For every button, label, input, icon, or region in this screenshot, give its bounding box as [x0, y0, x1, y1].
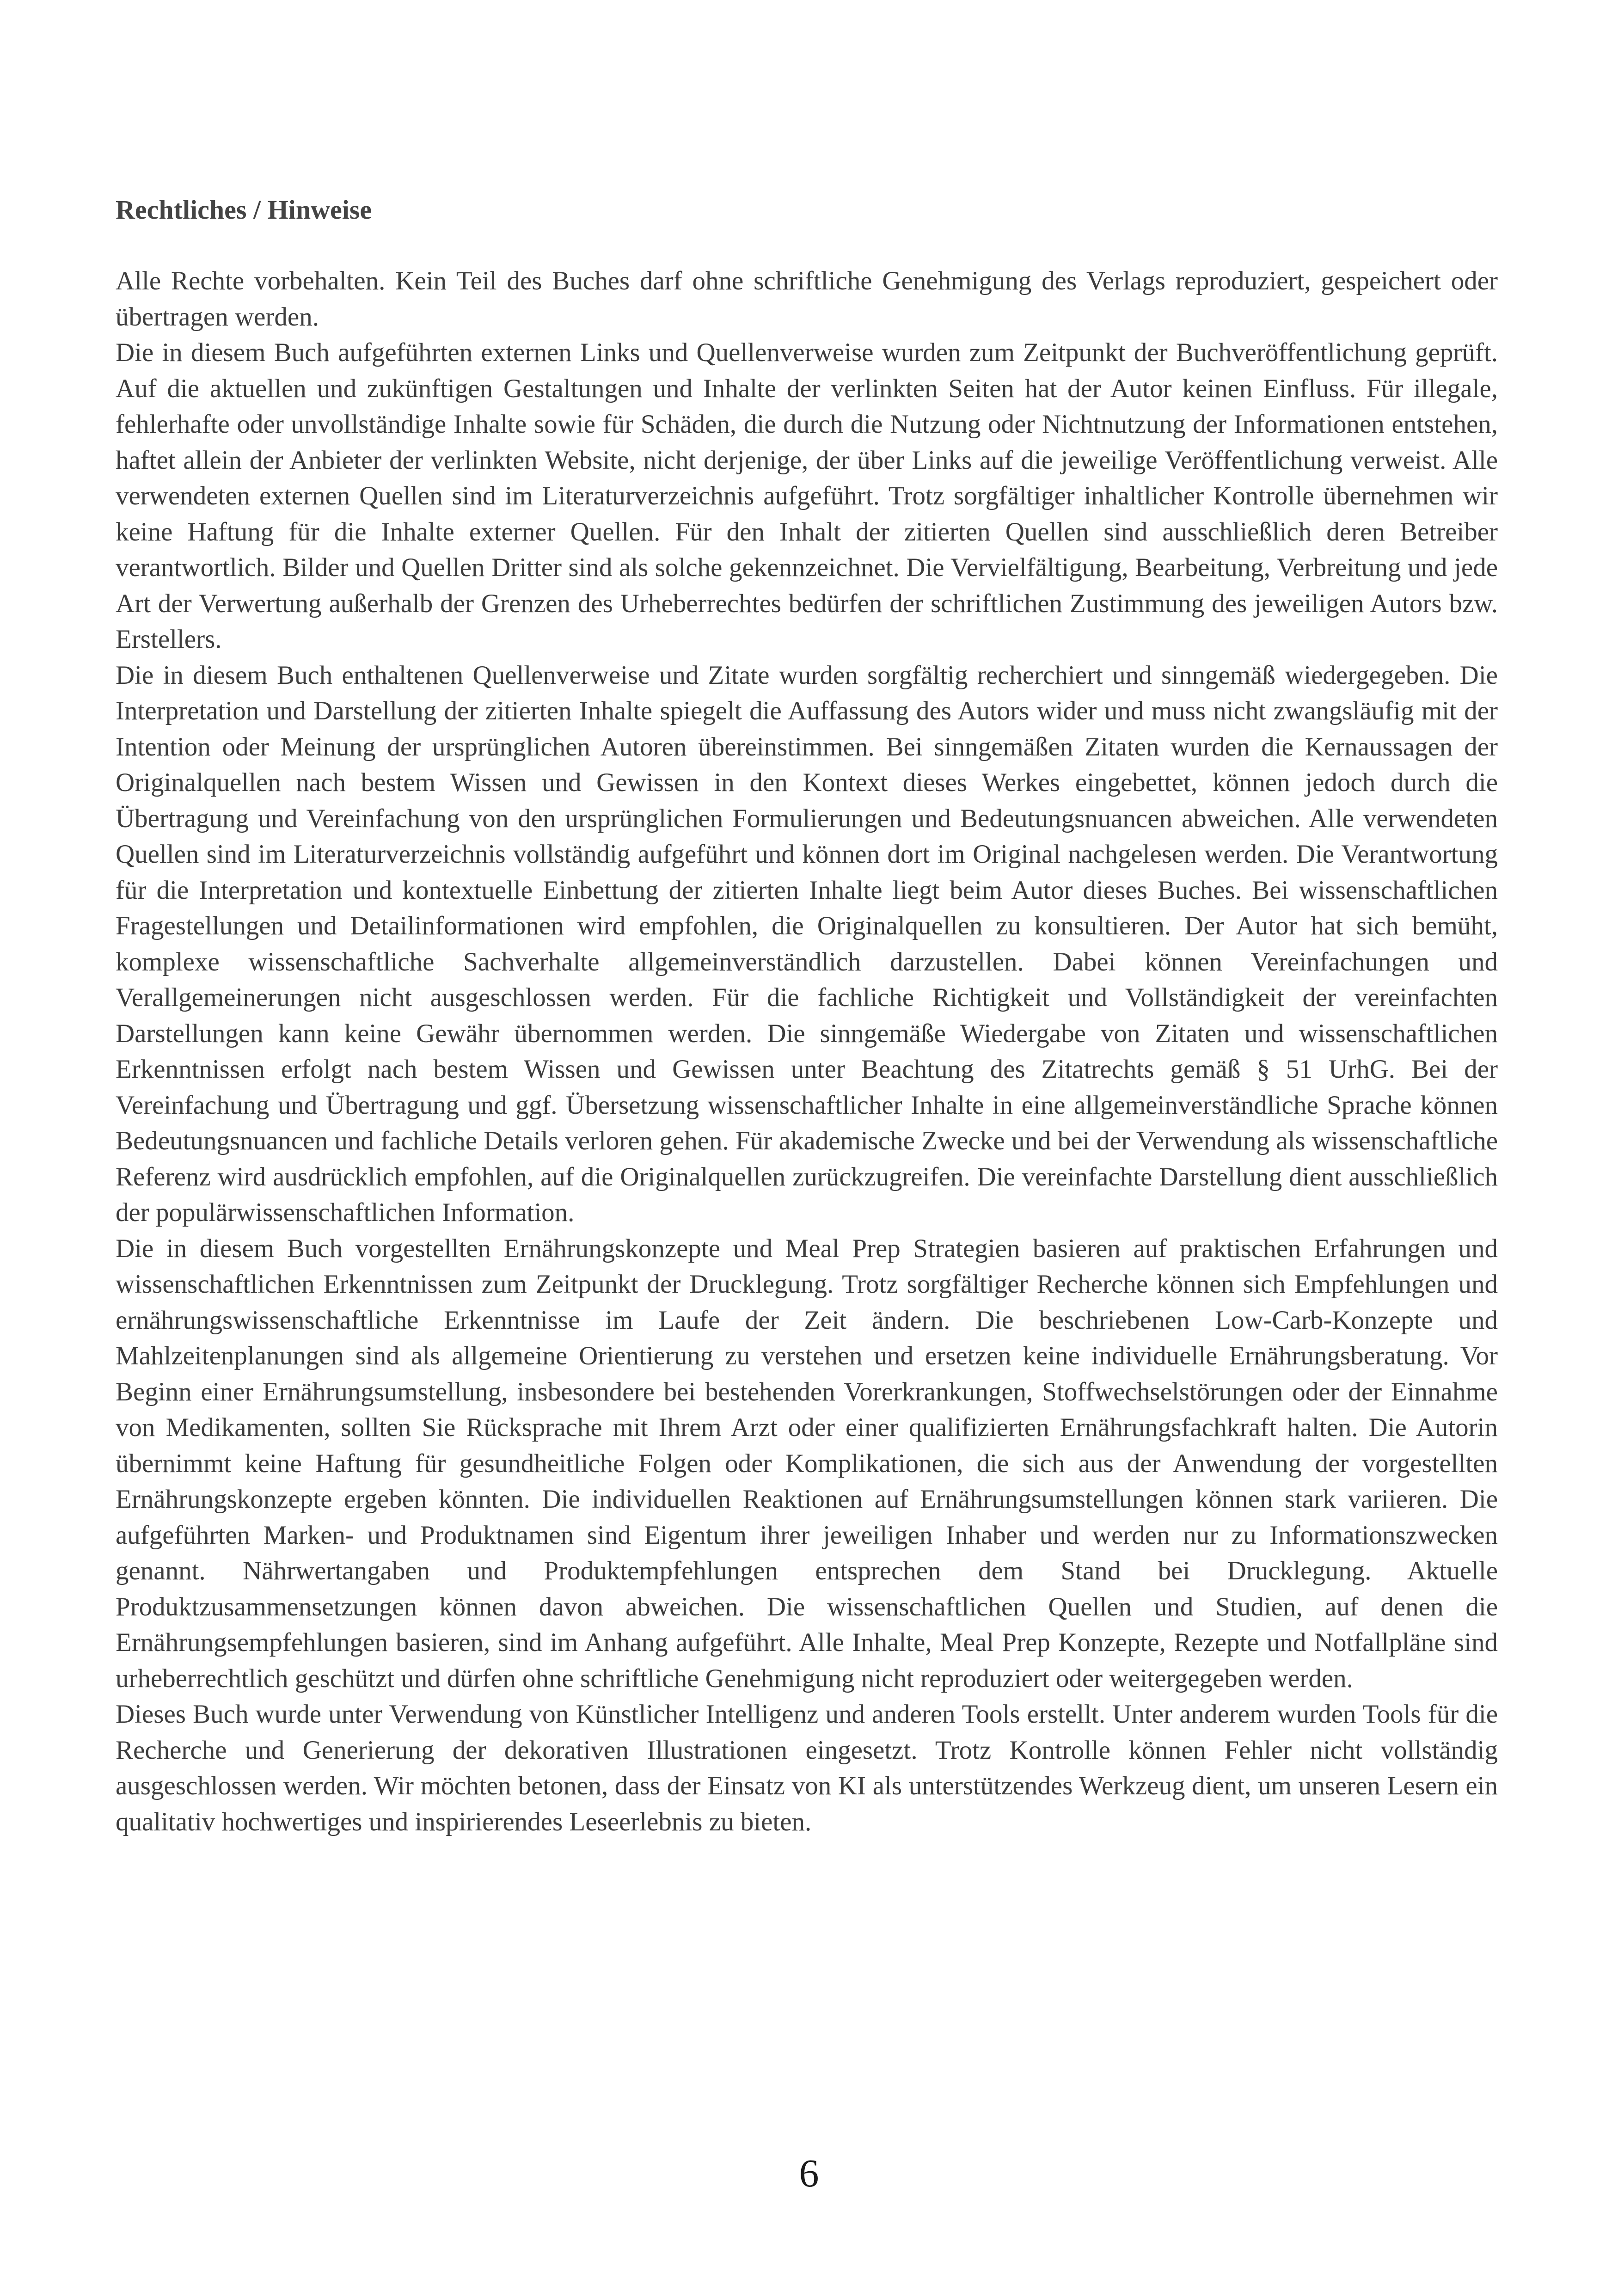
page-heading: Rechtliches / Hinweise	[116, 195, 372, 225]
paragraph-rights: Alle Rechte vorbehalten. Kein Teil des Buches darf ohne schriftliche Genehmigung des Verlags reproduziert, gespeichert oder übertragen werden.	[116, 266, 1498, 332]
page-number: 6	[799, 2151, 819, 2195]
paragraph-citations: Die in diesem Buch enthaltenen Quellenverweise und Zitate wurden sorgfältig recherchiert und sinngemäß wiedergegeben. Die Interpretation und Darstellung der zitierten Inhalte spiegelt die Auffassung des Autors wider und muss nicht zwangsläufig mit der Intention oder Meinung der ursprünglichen Autoren übereinstimmen. Bei sinngemäßen Zitaten wurden die Kernaussagen der Originalquellen nach bestem Wissen und Gewissen in den Kontext dieses Werkes eingebettet, können jedoch durch die Übertragung und Vereinfachung von den ursprünglichen Formulierungen und Bedeutungsnuancen abweichen. Alle verwendeten Quellen sind im Literaturverzeichnis vollständig aufgeführt und können dort im Original nachgelesen werden. Die Verantwortung für die Interpretation und kontextuelle Einbettung der zitierten Inhalte liegt beim Autor dieses Buches. Bei wissenschaftlichen Fragestellungen und Detailinformationen wird empfohlen, die Originalquellen zu konsultieren. Der Autor hat sich bemüht, komplexe wissenschaftliche Sachverhalte allgemeinverständlich darzustellen. Dabei können Vereinfachungen und Verallgemeinerungen nicht ausgeschlossen werden. Für die fachliche Richtigkeit und Vollständigkeit der vereinfachten Darstellungen kann keine Gewähr übernommen werden. Die sinngemäße Wiedergabe von Zitaten und wissenschaftlichen Erkenntnissen erfolgt nach bestem Wissen und Gewissen unter Beachtung des Zitatrechts gemäß § 51 UrhG. Bei der Vereinfachung und Übertragung und ggf. Übersetzung wissenschaftlicher Inhalte in eine allgemeinverständliche Sprache können Bedeutungsnuancen und fachliche Details verloren gehen. Für akademische Zwecke und bei der Verwendung als wissenschaftliche Referenz wird ausdrücklich empfohlen, auf die Originalquellen zurückzugreifen. Die vereinfachte Darstellung dient ausschließlich der populärwissenschaftlichen Information.	[116, 660, 1498, 1227]
paragraph-nutrition-disclaimer: Die in diesem Buch vorgestellten Ernährungskonzepte und Meal Prep Strategien basieren auf praktischen Erfahrungen und wissenschaftlichen Erkenntnissen zum Zeitpunkt der Drucklegung. Trotz sorgfältiger Recherche können sich Empfehlungen und ernährungswissenschaftliche Erkenntnisse im Laufe der Zeit ändern. Die beschriebenen Low-Carb-Konzepte und Mahlzeitenplanungen sind als allgemeine Orientierung zu verstehen und ersetzen keine individuelle Ernährungsberatung. Vor Beginn einer Ernährungsumstellung, insbesondere bei bestehenden Vorerkrankungen, Stoffwechselstörungen oder der Einnahme von Medikamenten, sollten Sie Rücksprache mit Ihrem Arzt oder einer qualifizierten Ernährungsfachkraft halten. Die Autorin übernimmt keine Haftung für gesundheitliche Folgen oder Komplikationen, die sich aus der Anwendung der vorgestellten Ernährungskonzepte ergeben könnten. Die individuellen Reaktionen auf Ernährungsumstellungen können stark variieren. Die aufgeführten Marken- und Produktnamen sind Eigentum ihrer jeweiligen Inhaber und werden nur zu Informationszwecken genannt. Nährwertangaben und Produktempfehlungen entsprechen dem Stand bei Drucklegung. Aktuelle Produktzusammensetzungen können davon abweichen. Die wissenschaftlichen Quellen und Studien, auf denen die Ernährungsempfehlungen basieren, sind im Anhang aufgeführt. Alle Inhalte, Meal Prep Konzepte, Rezepte und Notfallpläne sind urheberrechtlich geschützt und dürfen ohne schriftliche Genehmigung nicht reproduziert oder weitergegeben werden.	[116, 1234, 1498, 1693]
paragraph-ai-notice: Dieses Buch wurde unter Verwendung von Künstlicher Intelligenz und anderen Tools erstellt. Unter anderem wurden Tools für die Recherche und Generierung der dekorativen Illustrationen eingesetzt. Trotz Kontrolle können Fehler nicht vollständig ausgeschlossen werden. Wir möchten betonen, dass der Einsatz von KI als unterstützendes Werkzeug dient, um unseren Lesern ein qualitativ hochwertiges und inspirierendes Leseerlebnis zu bieten.	[116, 1700, 1498, 1836]
page-content	[116, 192, 1498, 1840]
paragraph-external-links: Die in diesem Buch aufgeführten externen Links und Quellenverweise wurden zum Zeitpunkt der Buchveröffentlichung geprüft. Auf die aktuellen und zukünftigen Gestaltungen und Inhalte der verlinkten Seiten hat der Autor keinen Einfluss. Für illegale, fehlerhafte oder unvollständige Inhalte sowie für Schäden, die durch die Nutzung oder Nichtnutzung der Informationen entstehen, haftet allein der Anbieter der verlinkten Website, nicht derjenige, der über Links auf die jeweilige Veröffentlichung verweist. Alle verwendeten externen Quellen sind im Literaturverzeichnis aufgeführt. Trotz sorgfältiger inhaltlicher Kontrolle übernehmen wir keine Haftung für die Inhalte externer Quellen. Für den Inhalt der zitierten Quellen sind ausschließlich deren Betreiber verantwortlich. Bilder und Quellen Dritter sind als solche gekennzeichnet. Die Vervielfältigung, Bearbeitung, Verbreitung und jede Art der Verwertung außerhalb der Grenzen des Urheberrechtes bedürfen der schriftlichen Zustimmung des jeweiligen Autors bzw. Erstellers.	[116, 338, 1498, 654]
